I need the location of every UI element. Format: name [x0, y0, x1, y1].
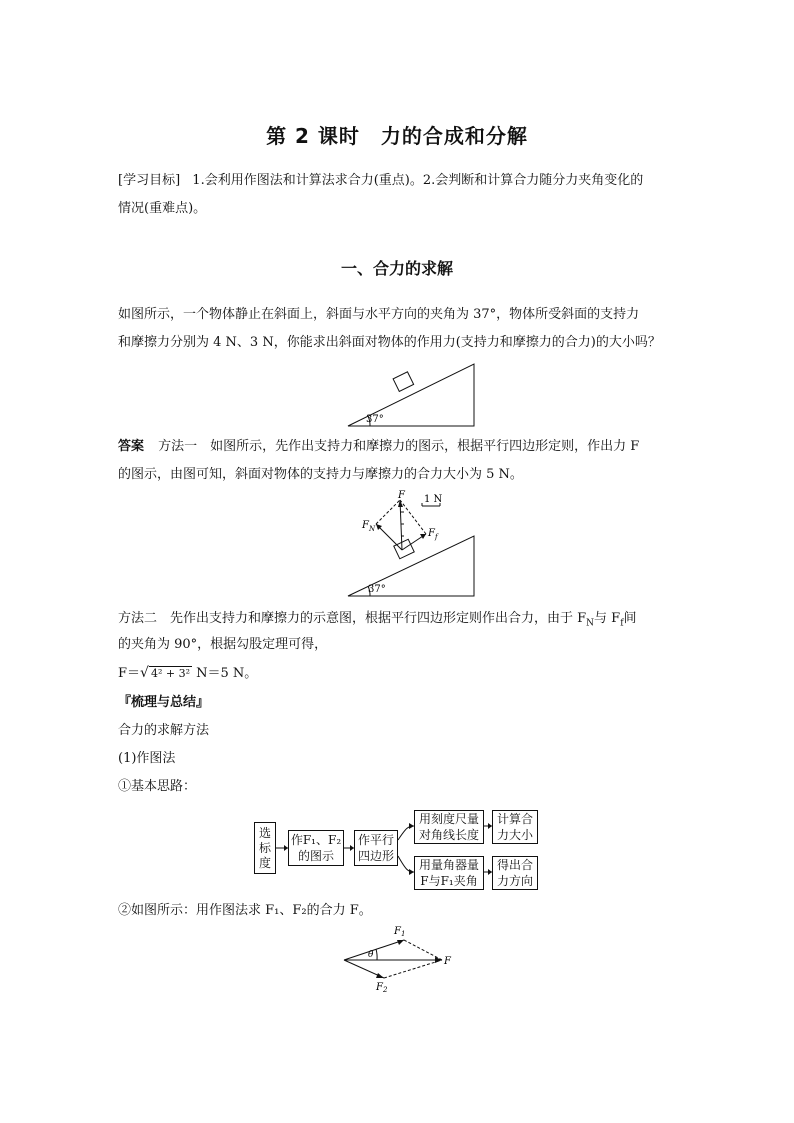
normal-force-label: $F_N$: [362, 520, 376, 533]
f1-label: $F_1$: [394, 926, 406, 938]
flow-box-draw-forces: 作F₁、F₂ 的图示: [288, 830, 344, 866]
goals-label: [学习目标]: [118, 173, 181, 188]
flow-box-direction: 得出合 力方向: [492, 856, 538, 890]
incline-angle-label: 37°: [366, 414, 384, 425]
method2-line1: 方法二 先作出支持力和摩擦力的示意图，根据平行四边形定则作出合力，由于 $F_N$与 $F_f$间: [118, 611, 637, 629]
incline-angle-label-2: 37°: [368, 584, 386, 595]
section-heading: 一、合力的求解: [340, 259, 453, 278]
flow-box-parallelogram: 作平行 四边形: [354, 830, 398, 866]
step2-label: ②如图所示：用作图法求 F₁、F₂的合力 F。: [118, 903, 372, 918]
f2-label: $F_2$: [376, 982, 388, 994]
resultant-label: F: [398, 490, 405, 501]
method1-label: (1)作图法: [118, 751, 176, 766]
summary-heading: 『梳理与总结』: [118, 695, 210, 710]
question-line1: 如图所示，一个物体静止在斜面上，斜面与水平方向的夹角为 37°，物体所受斜面的支持力: [118, 307, 640, 322]
parallelogram-figure: [336, 924, 462, 994]
method2-line2: 的夹角为 90°，根据勾股定理可得，: [118, 637, 328, 652]
flow-box-select-scale: 选 标 度: [254, 822, 276, 874]
pythagoras-formula: F＝√ 4² + 3² N＝5 N。: [118, 665, 258, 681]
goals-line2: 情况(重难点)。: [118, 201, 207, 216]
friction-force-label: $F_f$: [428, 528, 438, 541]
question-line2: 和摩擦力分别为 4 N、3 N，你能求出斜面对物体的作用力(支持力和摩擦力的合力)的大小吗？: [118, 335, 661, 350]
flow-box-compute-magnitude: 计算合 力大小: [492, 810, 538, 844]
answer-line1: [118, 434, 639, 460]
flow-box-measure-length: 用刻度尺量 对角线长度: [414, 810, 484, 844]
page-title: 第 2 课时 力的合成和分解: [266, 124, 528, 148]
incline-figure: [340, 360, 480, 432]
flow-box-measure-angle: 用量角器量 F与F₁夹角: [414, 856, 484, 890]
summary-topic: 合力的求解方法: [118, 723, 210, 738]
answer-label: 答案: [118, 439, 145, 454]
resultant-f-label: F: [444, 956, 451, 967]
scale-label: 1 N: [424, 494, 443, 505]
answer-text1: 方法一 如图所示，先作出支持力和摩擦力的图示，根据平行四边形定则，作出力 F: [158, 439, 640, 454]
flowchart: [250, 810, 550, 896]
answer-line2: 的图示，由图可知，斜面对物体的支持力与摩擦力的合力大小为 5 N。: [118, 467, 523, 482]
force-diagram-figure: [340, 488, 480, 600]
step1-label: ①基本思路：: [118, 779, 197, 794]
goals-line1: 1.会利用作图法和计算法求合力(重点)。2.会判断和计算合力随分力夹角变化的: [192, 173, 644, 188]
learning-goals: [118, 168, 643, 194]
theta-label: θ: [368, 950, 374, 960]
